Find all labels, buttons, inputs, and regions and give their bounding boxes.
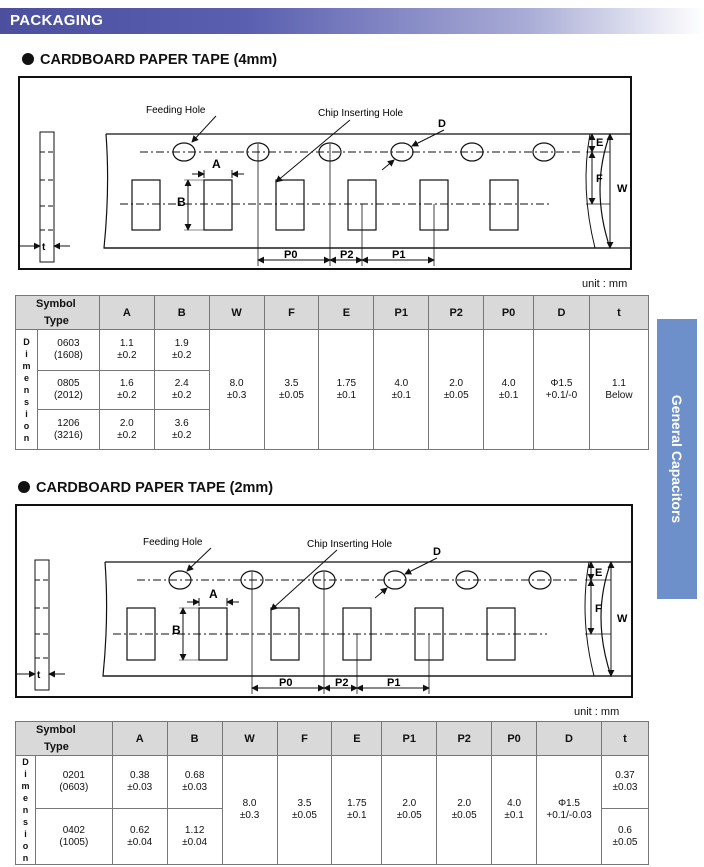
a-cell: 1.6 ±0.2 [99, 371, 154, 410]
b-cell: 2.4 ±0.2 [154, 371, 209, 410]
header-b: B [167, 722, 222, 756]
header-b: B [154, 296, 209, 330]
label-b: B [172, 623, 181, 637]
tape-drawing-4mm [20, 78, 634, 272]
label-p2: P2 [340, 249, 354, 261]
label-w: W [617, 613, 628, 625]
symbol-type-header: Symbol Type [16, 722, 113, 756]
d-cell: Φ1.5 +0.1/-0.03 [537, 756, 602, 865]
label-d: D [433, 546, 441, 558]
type-cell: 1206 (3216) [37, 410, 99, 450]
w-cell: 8.0 ±0.3 [209, 330, 264, 450]
header-w: W [209, 296, 264, 330]
header-p0: P0 [492, 722, 537, 756]
label-t: t [37, 670, 41, 681]
dimension-label: D i m e n s i o n [16, 756, 36, 865]
t-cell: 1.1 Below [589, 330, 648, 450]
label-e: E [596, 137, 604, 149]
header-e: E [319, 296, 374, 330]
a-cell: 1.1 ±0.2 [99, 330, 154, 371]
label-w: W [617, 183, 628, 195]
header-p2: P2 [437, 722, 492, 756]
a-cell: 0.38 ±0.03 [112, 756, 167, 809]
header-d: D [537, 722, 602, 756]
label-e: E [595, 567, 603, 579]
e-cell: 1.75 ±0.1 [319, 330, 374, 450]
label-p0: P0 [279, 677, 293, 689]
section-header [0, 8, 704, 34]
header-e: E [332, 722, 382, 756]
label-chip-inserting-hole: Chip Inserting Hole [318, 108, 404, 119]
header-p1: P1 [374, 296, 429, 330]
d-cell: Φ1.5 +0.1/-0 [534, 330, 590, 450]
label-p1: P1 [392, 249, 406, 261]
label-a: A [212, 157, 221, 171]
p0-cell: 4.0 ±0.1 [484, 330, 534, 450]
section1-title: CARDBOARD PAPER TAPE (4mm) [22, 52, 277, 68]
header-p1: P1 [382, 722, 437, 756]
p1-cell: 4.0 ±0.1 [374, 330, 429, 450]
tape-diagram-4mm [18, 76, 632, 270]
f-cell: 3.5 ±0.05 [277, 756, 332, 865]
t-cell: 0.37 ±0.03 [601, 756, 648, 809]
header-p0: P0 [484, 296, 534, 330]
p0-cell: 4.0 ±0.1 [492, 756, 537, 865]
side-tab[interactable] [657, 319, 697, 599]
unit-label-1: unit : mm [582, 278, 628, 290]
unit-label-2: unit : mm [574, 706, 620, 718]
type-cell: 0201 (0603) [35, 756, 112, 809]
f-cell: 3.5 ±0.05 [264, 330, 319, 450]
type-cell: 0805 (2012) [37, 371, 99, 410]
label-a: A [209, 587, 218, 601]
spec-table-2mm [15, 721, 649, 865]
type-cell: 0603 (1608) [37, 330, 99, 371]
p2-cell: 2.0 ±0.05 [437, 756, 492, 865]
header-d: D [534, 296, 590, 330]
type-cell: 0402 (1005) [35, 809, 112, 865]
header-t: t [589, 296, 648, 330]
label-b: B [177, 195, 186, 209]
p1-cell: 2.0 ±0.05 [382, 756, 437, 865]
b-cell: 1.12 ±0.04 [167, 809, 222, 865]
label-d: D [438, 118, 446, 130]
symbol-type-header: Symbol Type [16, 296, 100, 330]
header-a: A [99, 296, 154, 330]
a-cell: 2.0 ±0.2 [99, 410, 154, 450]
label-f: F [595, 603, 602, 615]
spec-table-4mm [15, 295, 649, 450]
b-cell: 0.68 ±0.03 [167, 756, 222, 809]
header-w: W [222, 722, 277, 756]
label-t: t [42, 242, 46, 253]
b-cell: 1.9 ±0.2 [154, 330, 209, 371]
label-feeding-hole: Feeding Hole [146, 105, 206, 116]
header-f: F [277, 722, 332, 756]
header-t: t [601, 722, 648, 756]
w-cell: 8.0 ±0.3 [222, 756, 277, 865]
section2-title: CARDBOARD PAPER TAPE (2mm) [18, 480, 273, 496]
bullet-icon [18, 481, 30, 493]
header-title: PACKAGING [10, 12, 104, 29]
label-p1: P1 [387, 677, 401, 689]
tape-diagram-2mm [15, 504, 633, 698]
label-chip-inserting-hole: Chip Inserting Hole [307, 539, 393, 550]
header-a: A [112, 722, 167, 756]
b-cell: 3.6 ±0.2 [154, 410, 209, 450]
header-p2: P2 [429, 296, 484, 330]
label-p0: P0 [284, 249, 298, 261]
t-cell: 0.6 ±0.05 [601, 809, 648, 865]
label-feeding-hole: Feeding Hole [143, 537, 203, 548]
header-f: F [264, 296, 319, 330]
bullet-icon [22, 53, 34, 65]
p2-cell: 2.0 ±0.05 [429, 330, 484, 450]
e-cell: 1.75 ±0.1 [332, 756, 382, 865]
tape-drawing-2mm [17, 506, 635, 700]
dimension-label: D i m e n s i o n [16, 330, 38, 450]
label-p2: P2 [335, 677, 349, 689]
label-f: F [596, 173, 603, 185]
side-tab-label: General Capacitors [669, 394, 685, 524]
a-cell: 0.62 ±0.04 [112, 809, 167, 865]
